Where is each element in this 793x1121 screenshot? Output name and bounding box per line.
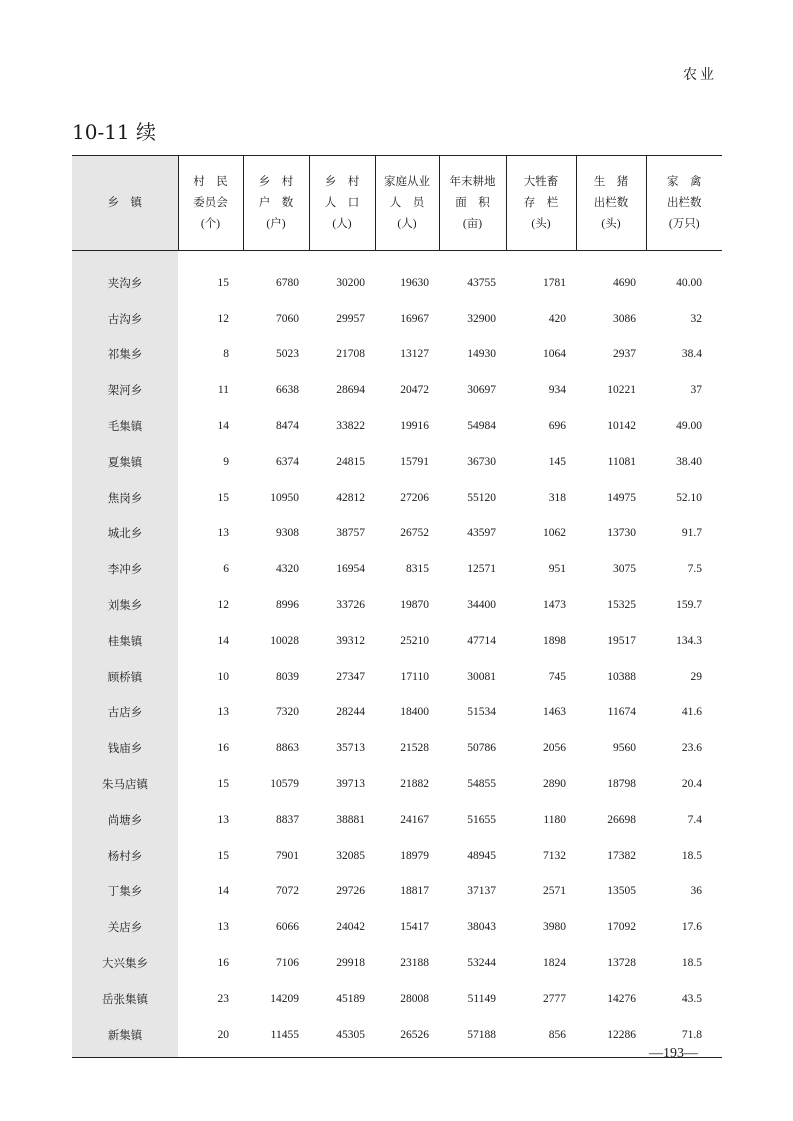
- value-cell: 9560: [613, 742, 636, 755]
- table-row: [72, 766, 722, 802]
- column-header: 生 猪 出栏数 (头): [576, 156, 646, 251]
- value-cell: 30697: [467, 384, 496, 397]
- value-cell: 32: [690, 312, 702, 325]
- township-name-cell: 新集镇: [72, 1017, 178, 1057]
- township-name-cell: 夏集镇: [72, 444, 178, 480]
- township-name-cell: 刘集乡: [72, 587, 178, 623]
- value-cell: 6780: [276, 276, 299, 289]
- value-cell: 3075: [613, 563, 636, 576]
- value-cell: 7320: [276, 706, 299, 719]
- data-table: [72, 155, 722, 1058]
- column-header: 家庭从业 人 员 (人): [375, 156, 439, 251]
- value-cell: 7106: [276, 957, 299, 970]
- value-cell: 10028: [270, 634, 299, 647]
- value-cell: 15791: [400, 455, 429, 468]
- table-row: [72, 838, 722, 874]
- table-row: [72, 480, 722, 516]
- township-name-cell: 祁集乡: [72, 337, 178, 373]
- value-cell: 42812: [336, 491, 365, 504]
- value-cell: 36: [690, 885, 702, 898]
- value-cell: 49.00: [676, 420, 702, 433]
- table-row: [72, 802, 722, 838]
- value-cell: 19916: [400, 420, 429, 433]
- value-cell: 2777: [543, 992, 566, 1005]
- value-cell: 7060: [276, 312, 299, 325]
- value-cell: 38881: [336, 813, 365, 826]
- value-cell: 7072: [276, 885, 299, 898]
- value-cell: 6638: [276, 384, 299, 397]
- value-cell: 11455: [243, 1017, 309, 1057]
- page-number: —193—: [649, 1046, 698, 1061]
- value-cell: 19517: [607, 634, 636, 647]
- table-row: [72, 623, 722, 659]
- value-cell: 159.7: [676, 599, 702, 612]
- value-cell: 8837: [276, 813, 299, 826]
- value-cell: 39713: [336, 778, 365, 791]
- township-name-cell: 岳张集镇: [72, 981, 178, 1017]
- value-cell: 6066: [276, 921, 299, 934]
- value-cell: 21528: [400, 742, 429, 755]
- value-cell: 15325: [607, 599, 636, 612]
- value-cell: 32900: [467, 312, 496, 325]
- value-cell: 1064: [543, 348, 566, 361]
- value-cell: 7132: [543, 849, 566, 862]
- table-row: [72, 251, 722, 301]
- value-cell: 17110: [400, 670, 429, 683]
- column-header: 村 民 委员会 (个): [178, 156, 243, 251]
- value-cell: 14975: [607, 491, 636, 504]
- value-cell: 32085: [336, 849, 365, 862]
- value-cell: 18400: [400, 706, 429, 719]
- value-cell: 23.6: [681, 742, 702, 755]
- value-cell: 29726: [336, 885, 365, 898]
- table-row: [72, 337, 722, 373]
- column-header: 年末耕地 面 积 (亩): [439, 156, 506, 251]
- value-cell: 6374: [276, 455, 299, 468]
- value-cell: 6: [223, 563, 229, 576]
- value-cell: 8863: [276, 742, 299, 755]
- value-cell: 14276: [607, 992, 636, 1005]
- value-cell: 134.3: [676, 634, 702, 647]
- value-cell: 7.4: [687, 813, 702, 826]
- value-cell: 318: [548, 491, 566, 504]
- value-cell: 14: [217, 885, 229, 898]
- value-cell: 28694: [336, 384, 365, 397]
- table-row: [72, 444, 722, 480]
- value-cell: 14209: [270, 992, 299, 1005]
- township-name-cell: 尚塘乡: [72, 802, 178, 838]
- value-cell: 8: [223, 348, 229, 361]
- value-cell: 91.7: [681, 527, 702, 540]
- table-row: [72, 695, 722, 731]
- value-cell: 50786: [467, 742, 496, 755]
- value-cell: 2056: [543, 742, 566, 755]
- value-cell: 24042: [336, 921, 365, 934]
- value-cell: 2890: [543, 778, 566, 791]
- value-cell: 29: [690, 670, 702, 683]
- value-cell: 24167: [400, 813, 429, 826]
- township-name-cell: 夹沟乡: [72, 251, 178, 301]
- value-cell: 51534: [467, 706, 496, 719]
- value-cell: 47714: [467, 634, 496, 647]
- value-cell: 4690: [613, 276, 636, 289]
- value-cell: 17.6: [681, 921, 702, 934]
- value-cell: 54984: [467, 420, 496, 433]
- value-cell: 33822: [336, 420, 365, 433]
- value-cell: 8474: [276, 420, 299, 433]
- township-name-cell: 朱马店镇: [72, 766, 178, 802]
- value-cell: 12: [217, 312, 229, 325]
- value-cell: 1781: [543, 276, 566, 289]
- value-cell: 13: [217, 813, 229, 826]
- value-cell: 13127: [400, 348, 429, 361]
- township-name-cell: 钱庙乡: [72, 730, 178, 766]
- value-cell: 1062: [543, 527, 566, 540]
- township-name-cell: 古沟乡: [72, 301, 178, 337]
- township-name-cell: 杨村乡: [72, 838, 178, 874]
- township-name-cell: 顾桥镇: [72, 659, 178, 695]
- value-cell: 38043: [467, 921, 496, 934]
- value-cell: 16: [217, 742, 229, 755]
- column-header: 乡 镇: [72, 156, 178, 251]
- value-cell: 18.5: [681, 957, 702, 970]
- value-cell: 21882: [400, 778, 429, 791]
- value-cell: 934: [548, 384, 566, 397]
- value-cell: 13: [217, 921, 229, 934]
- township-name-cell: 古店乡: [72, 695, 178, 731]
- value-cell: 45189: [336, 992, 365, 1005]
- value-cell: 43597: [467, 527, 496, 540]
- value-cell: 10221: [607, 384, 636, 397]
- value-cell: 26698: [607, 813, 636, 826]
- column-header: 大牲畜 存 栏 (头): [506, 156, 576, 251]
- value-cell: 48945: [467, 849, 496, 862]
- value-cell: 15: [217, 849, 229, 862]
- value-cell: 9308: [276, 527, 299, 540]
- table-row: [72, 516, 722, 552]
- table-body: [72, 251, 722, 1058]
- value-cell: 23: [217, 992, 229, 1005]
- value-cell: 10388: [607, 670, 636, 683]
- value-cell: 10579: [270, 778, 299, 791]
- value-cell: 17092: [607, 921, 636, 934]
- value-cell: 9: [223, 455, 229, 468]
- table-row: [72, 981, 722, 1017]
- value-cell: 15: [217, 491, 229, 504]
- value-cell: 145: [548, 455, 566, 468]
- value-cell: 7901: [276, 849, 299, 862]
- township-name-cell: 毛集镇: [72, 408, 178, 444]
- value-cell: 15: [217, 276, 229, 289]
- value-cell: 696: [548, 420, 566, 433]
- value-cell: 20.4: [681, 778, 702, 791]
- value-cell: 51655: [467, 813, 496, 826]
- table-row: [72, 730, 722, 766]
- value-cell: 29957: [336, 312, 365, 325]
- value-cell: 26752: [400, 527, 429, 540]
- value-cell: 13: [217, 706, 229, 719]
- table-row: [72, 874, 722, 910]
- value-cell: 26526: [375, 1017, 439, 1057]
- value-cell: 28244: [336, 706, 365, 719]
- township-name-cell: 关店乡: [72, 909, 178, 945]
- value-cell: 1473: [543, 599, 566, 612]
- value-cell: 951: [548, 563, 566, 576]
- value-cell: 11: [217, 384, 229, 397]
- value-cell: 24815: [336, 455, 365, 468]
- table-row: [72, 408, 722, 444]
- value-cell: 43755: [467, 276, 496, 289]
- value-cell: 11081: [607, 455, 636, 468]
- township-name-cell: 焦岗乡: [72, 480, 178, 516]
- value-cell: 856: [506, 1017, 576, 1057]
- value-cell: 37137: [467, 885, 496, 898]
- township-name-cell: 架河乡: [72, 372, 178, 408]
- value-cell: 16954: [336, 563, 365, 576]
- value-cell: 28008: [400, 992, 429, 1005]
- value-cell: 38.4: [681, 348, 702, 361]
- table-row: [72, 909, 722, 945]
- value-cell: 21708: [336, 348, 365, 361]
- value-cell: 8039: [276, 670, 299, 683]
- value-cell: 1463: [543, 706, 566, 719]
- table-row: [72, 587, 722, 623]
- value-cell: 18979: [400, 849, 429, 862]
- value-cell: 18798: [607, 778, 636, 791]
- value-cell: 14: [217, 634, 229, 647]
- table-row: [72, 551, 722, 587]
- township-name-cell: 李冲乡: [72, 551, 178, 587]
- value-cell: 420: [548, 312, 566, 325]
- value-cell: 27206: [400, 491, 429, 504]
- table-title: 10-11 续: [72, 120, 157, 144]
- value-cell: 13: [217, 527, 229, 540]
- value-cell: 745: [548, 670, 566, 683]
- value-cell: 10142: [607, 420, 636, 433]
- value-cell: 18817: [400, 885, 429, 898]
- value-cell: 71.8: [646, 1017, 722, 1057]
- value-cell: 15417: [400, 921, 429, 934]
- value-cell: 52.10: [676, 491, 702, 504]
- table-row: [72, 945, 722, 981]
- column-header: 乡 村 户 数 (户): [243, 156, 309, 251]
- value-cell: 12: [217, 599, 229, 612]
- value-cell: 16: [217, 957, 229, 970]
- value-cell: 12286: [576, 1017, 646, 1057]
- value-cell: 18.5: [681, 849, 702, 862]
- township-name-cell: 丁集乡: [72, 874, 178, 910]
- township-name-cell: 桂集镇: [72, 623, 178, 659]
- value-cell: 54855: [467, 778, 496, 791]
- value-cell: 30200: [336, 276, 365, 289]
- value-cell: 30081: [467, 670, 496, 683]
- table-row: [72, 372, 722, 408]
- table-row: [72, 301, 722, 337]
- value-cell: 38757: [336, 527, 365, 540]
- value-cell: 13730: [607, 527, 636, 540]
- section-label: 农业: [683, 67, 717, 83]
- value-cell: 37: [690, 384, 702, 397]
- value-cell: 25210: [400, 634, 429, 647]
- value-cell: 20: [178, 1017, 243, 1057]
- value-cell: 12571: [467, 563, 496, 576]
- value-cell: 15: [217, 778, 229, 791]
- value-cell: 13505: [607, 885, 636, 898]
- township-name-cell: 城北乡: [72, 516, 178, 552]
- value-cell: 1898: [543, 634, 566, 647]
- value-cell: 8996: [276, 599, 299, 612]
- value-cell: 20472: [400, 384, 429, 397]
- value-cell: 3980: [543, 921, 566, 934]
- column-header: 家 禽 出栏数 (万只): [646, 156, 722, 251]
- table-row: [72, 1017, 722, 1057]
- value-cell: 8315: [406, 563, 429, 576]
- value-cell: 2571: [543, 885, 566, 898]
- value-cell: 29918: [336, 957, 365, 970]
- value-cell: 36730: [467, 455, 496, 468]
- value-cell: 2937: [613, 348, 636, 361]
- value-cell: 41.6: [681, 706, 702, 719]
- header-row: [72, 156, 722, 251]
- value-cell: 57188: [439, 1017, 506, 1057]
- value-cell: 34400: [467, 599, 496, 612]
- value-cell: 27347: [336, 670, 365, 683]
- table-row: [72, 659, 722, 695]
- value-cell: 43.5: [681, 992, 702, 1005]
- value-cell: 19630: [400, 276, 429, 289]
- value-cell: 1824: [543, 957, 566, 970]
- value-cell: 14930: [467, 348, 496, 361]
- value-cell: 55120: [467, 491, 496, 504]
- township-name-cell: 大兴集乡: [72, 945, 178, 981]
- value-cell: 17382: [607, 849, 636, 862]
- value-cell: 10: [217, 670, 229, 683]
- value-cell: 23188: [400, 957, 429, 970]
- value-cell: 11674: [607, 706, 636, 719]
- value-cell: 33726: [336, 599, 365, 612]
- value-cell: 38.40: [676, 455, 702, 468]
- value-cell: 13728: [607, 957, 636, 970]
- value-cell: 39312: [336, 634, 365, 647]
- value-cell: 16967: [400, 312, 429, 325]
- value-cell: 51149: [467, 992, 496, 1005]
- value-cell: 1180: [543, 813, 566, 826]
- value-cell: 4320: [276, 563, 299, 576]
- value-cell: 5023: [276, 348, 299, 361]
- value-cell: 19870: [400, 599, 429, 612]
- value-cell: 14: [217, 420, 229, 433]
- value-cell: 40.00: [676, 276, 702, 289]
- value-cell: 35713: [336, 742, 365, 755]
- value-cell: 10950: [270, 491, 299, 504]
- value-cell: 53244: [467, 957, 496, 970]
- value-cell: 45305: [309, 1017, 375, 1057]
- value-cell: 3086: [613, 312, 636, 325]
- value-cell: 7.5: [687, 563, 702, 576]
- column-header: 乡 村 人 口 (人): [309, 156, 375, 251]
